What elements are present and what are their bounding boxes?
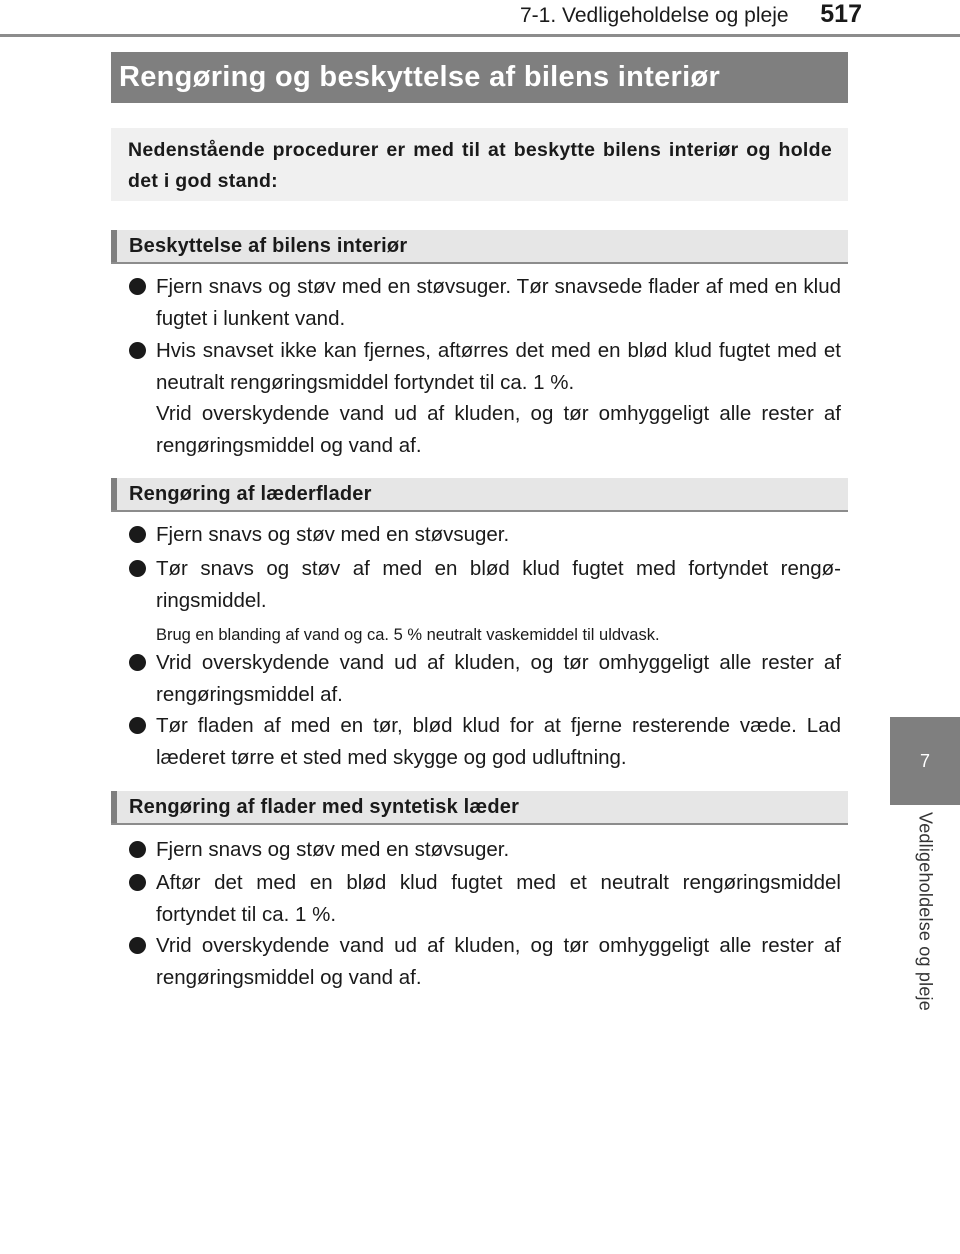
bullet-dot-icon (129, 526, 146, 543)
list-item-text: Aftør det med en blød klud fugtet med et neutralt rengøringsmiddel fortyndet til ca. 1 %. (156, 871, 841, 926)
list-item (129, 647, 841, 711)
section-heading-label: Rengøring af læderflader (129, 483, 372, 505)
list-item-continuation (129, 398, 841, 462)
list-item (129, 834, 841, 866)
list-item-text: Fjern snavs og støv med en støvsuger. (156, 838, 510, 861)
list-item-text: Vrid overskydende vand ud af kluden, og tør omhyggeligt alle rester af rengøringsmiddel af. (156, 651, 841, 706)
bullet-dot-icon (129, 342, 146, 359)
bullet-dot-icon (129, 841, 146, 858)
section-heading-leather (111, 478, 848, 512)
list-item-text: Vrid overskydende vand ud af kluden, og tør omhyggeligt alle rester af rengøringsmiddel og vand af. (156, 402, 841, 457)
list-item (129, 710, 841, 774)
section-heading-bar (111, 230, 117, 262)
list-item-text: Tør snavs og støv af med en blød klud fugtet med fortyndet rengø-ringsmiddel. (156, 557, 841, 612)
chapter-tab[interactable]: 7 (890, 717, 960, 805)
page-title: Rengøring og beskyttelse af bilens interiør (111, 52, 848, 103)
section-heading-label: Beskyttelse af bilens interiør (129, 235, 408, 257)
section-heading-bar (111, 478, 117, 510)
bullet-dot-icon (129, 937, 146, 954)
list-item-text: Vrid overskydende vand ud af kluden, og tør omhyggeligt alle rester af rengøringsmiddel og vand af. (156, 934, 841, 989)
list-item (129, 867, 841, 931)
section-heading-synthetic-leather (111, 791, 848, 825)
bullet-dot-icon (129, 278, 146, 295)
section-heading-interior-protection (111, 230, 848, 264)
list-item (129, 930, 841, 994)
chapter-side-label (890, 812, 960, 1032)
chapter-title: Vedligeholdelse og pleje (915, 812, 936, 1011)
running-header-title: 7-1. Vedligeholdelse og pleje (520, 4, 789, 27)
bullet-dot-icon (129, 654, 146, 671)
list-item-text: Hvis snavset ikke kan fjernes, aftørres det med en blød klud fugtet med et neutralt rengøringsmiddel fortyndet til ca. 1 %. (156, 339, 841, 394)
bullet-dot-icon (129, 560, 146, 577)
section-heading-label: Rengøring af flader med syntetisk læder (129, 796, 520, 818)
page-number: 517 (820, 0, 862, 28)
header-divider (0, 34, 960, 37)
intro-box: Nedenstående procedurer er med til at beskytte bilens interiør og holde det i god stand: (111, 128, 848, 201)
bullet-dot-icon (129, 717, 146, 734)
list-item-text: Fjern snavs og støv med en støvsuger. Tør snavsede flader af med en klud fugtet i lunkent vand. (156, 275, 841, 330)
list-item (129, 553, 841, 617)
bullet-dot-icon (129, 874, 146, 891)
list-item (129, 519, 841, 551)
list-item-text: Fjern snavs og støv med en støvsuger. (156, 523, 510, 546)
list-item (129, 271, 841, 335)
list-item (129, 335, 841, 399)
note-text: Brug en blanding af vand og ca. 5 % neutralt vaskemiddel til uldvask. (156, 626, 660, 644)
list-item-text: Tør fladen af med en tør, blød klud for at fjerne resterende væde. Lad læderet tørre et sted med skygge og god udluftning. (156, 714, 841, 769)
section-heading-bar (111, 791, 117, 823)
